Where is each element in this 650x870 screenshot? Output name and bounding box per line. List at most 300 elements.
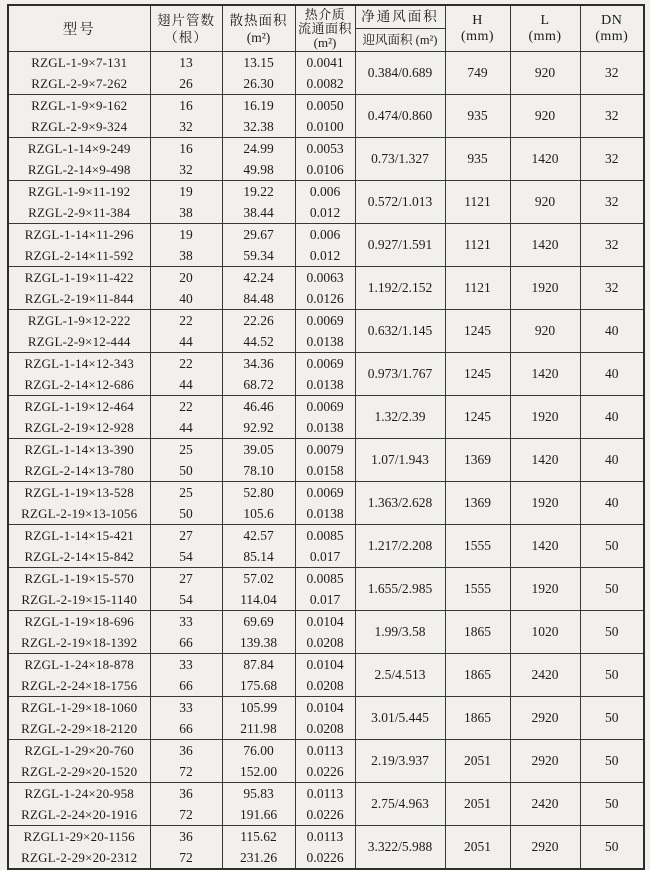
tube-count-1: 33 bbox=[179, 700, 193, 715]
model-name-1: RZGL-1-14×13-390 bbox=[24, 442, 134, 457]
header-medium-flow-unit: (m²) bbox=[313, 34, 337, 50]
l-cell: 1420 bbox=[510, 224, 580, 267]
table-row bbox=[8, 267, 644, 310]
flow-area-cell bbox=[295, 181, 355, 224]
heat-area-cell bbox=[222, 783, 295, 826]
heat-area-2: 231.26 bbox=[239, 850, 278, 865]
flow-area-2: 0.0082 bbox=[306, 76, 344, 91]
dn-cell: 32 bbox=[580, 138, 644, 181]
heat-area-cell bbox=[222, 482, 295, 525]
heat-area-1: 42.57 bbox=[243, 528, 274, 543]
heat-area-2: 114.04 bbox=[240, 592, 277, 607]
model-name-2: RZGL-2-29×20-2312 bbox=[21, 850, 138, 865]
model-cell bbox=[8, 95, 150, 138]
header-medium-flow-line2: 流通面积 bbox=[297, 20, 352, 36]
heat-area-2: 26.30 bbox=[243, 76, 274, 91]
heat-area-cell bbox=[222, 396, 295, 439]
header-fin-tube-count-line2: （根） bbox=[164, 29, 208, 45]
heat-area-1: 13.15 bbox=[243, 55, 274, 70]
heat-area-cell bbox=[222, 353, 295, 396]
l-cell: 2920 bbox=[510, 740, 580, 783]
heat-area-cell bbox=[222, 740, 295, 783]
header-l-symbol: L bbox=[540, 12, 550, 28]
flow-area-cell bbox=[295, 95, 355, 138]
flow-area-2: 0.0138 bbox=[306, 334, 344, 349]
flow-area-cell bbox=[295, 224, 355, 267]
tube-count-2: 32 bbox=[179, 162, 193, 177]
tube-count-cell bbox=[150, 267, 222, 310]
heat-area-cell bbox=[222, 95, 295, 138]
tube-count-cell bbox=[150, 525, 222, 568]
h-cell: 2051 bbox=[445, 826, 510, 870]
tube-count-1: 33 bbox=[179, 614, 193, 629]
table-row bbox=[8, 396, 644, 439]
flow-area-cell bbox=[295, 654, 355, 697]
heat-area-cell bbox=[222, 267, 295, 310]
model-cell bbox=[8, 224, 150, 267]
tube-count-1: 16 bbox=[179, 98, 193, 113]
dn-cell: 32 bbox=[580, 224, 644, 267]
l-cell: 1920 bbox=[510, 482, 580, 525]
flow-area-1: 0.0041 bbox=[306, 55, 344, 70]
header-model: 型号 bbox=[8, 5, 150, 52]
table-row bbox=[8, 181, 644, 224]
model-name-2: RZGL-2-9×9-324 bbox=[31, 119, 128, 134]
vent-area-cell: 2.5/4.513 bbox=[355, 654, 445, 697]
model-name-1: RZGL1-29×20-1156 bbox=[23, 829, 135, 844]
model-cell bbox=[8, 654, 150, 697]
header-heat-area bbox=[222, 5, 295, 52]
h-cell: 1245 bbox=[445, 396, 510, 439]
vent-area-cell: 1.99/3.58 bbox=[355, 611, 445, 654]
heat-area-cell bbox=[222, 52, 295, 95]
flow-area-2: 0.0138 bbox=[306, 506, 344, 521]
tube-count-2: 54 bbox=[179, 592, 193, 607]
dn-cell: 50 bbox=[580, 654, 644, 697]
vent-area-cell: 3.01/5.445 bbox=[355, 697, 445, 740]
model-name-2: RZGL-2-19×12-928 bbox=[24, 420, 134, 435]
heat-area-cell bbox=[222, 439, 295, 482]
heat-area-2: 44.52 bbox=[243, 334, 274, 349]
flow-area-1: 0.006 bbox=[309, 227, 341, 242]
heat-area-1: 24.99 bbox=[243, 141, 274, 156]
flow-area-cell bbox=[295, 396, 355, 439]
model-name-1: RZGL-1-9×9-162 bbox=[31, 98, 128, 113]
flow-area-2: 0.012 bbox=[309, 205, 341, 220]
model-cell bbox=[8, 353, 150, 396]
tube-count-2: 26 bbox=[179, 76, 193, 91]
h-cell: 1555 bbox=[445, 568, 510, 611]
dn-cell: 40 bbox=[580, 482, 644, 525]
flow-area-2: 0.0126 bbox=[306, 291, 344, 306]
dn-cell: 40 bbox=[580, 310, 644, 353]
model-cell bbox=[8, 826, 150, 870]
model-name-1: RZGL-1-29×20-760 bbox=[24, 743, 134, 758]
l-cell: 920 bbox=[510, 310, 580, 353]
header-fin-tube-count-line1: 翅片管数 bbox=[157, 12, 215, 28]
dn-cell: 50 bbox=[580, 611, 644, 654]
tube-count-1: 27 bbox=[179, 571, 193, 586]
tube-count-2: 38 bbox=[179, 248, 193, 263]
flow-area-2: 0.0158 bbox=[306, 463, 344, 478]
heat-area-1: 46.46 bbox=[243, 399, 274, 414]
h-cell: 1369 bbox=[445, 482, 510, 525]
h-cell: 749 bbox=[445, 52, 510, 95]
table-row bbox=[8, 138, 644, 181]
tube-count-cell bbox=[150, 654, 222, 697]
table-header bbox=[8, 5, 644, 52]
flow-area-2: 0.017 bbox=[309, 549, 341, 564]
model-name-2: RZGL-2-19×11-844 bbox=[24, 291, 134, 306]
tube-count-1: 36 bbox=[179, 786, 193, 801]
flow-area-1: 0.0113 bbox=[306, 829, 344, 844]
tube-count-1: 16 bbox=[179, 141, 193, 156]
header-vent-area bbox=[355, 5, 445, 52]
table-row bbox=[8, 568, 644, 611]
table-row bbox=[8, 654, 644, 697]
tube-count-1: 22 bbox=[179, 399, 193, 414]
tube-count-2: 50 bbox=[179, 506, 193, 521]
model-name-1: RZGL-1-19×15-570 bbox=[24, 571, 134, 586]
flow-area-1: 0.0113 bbox=[306, 786, 344, 801]
model-name-2: RZGL-2-24×18-1756 bbox=[21, 678, 138, 693]
tube-count-cell bbox=[150, 611, 222, 654]
header-fin-tube-count bbox=[150, 5, 222, 52]
tube-count-cell bbox=[150, 568, 222, 611]
header-heat-area-line1: 散热面积 bbox=[229, 12, 288, 28]
model-cell bbox=[8, 525, 150, 568]
heat-area-1: 69.69 bbox=[243, 614, 274, 629]
tube-count-2: 32 bbox=[179, 119, 193, 134]
heat-area-2: 92.92 bbox=[243, 420, 274, 435]
heat-area-1: 19.22 bbox=[243, 184, 274, 199]
tube-count-1: 36 bbox=[179, 743, 193, 758]
tube-count-2: 44 bbox=[179, 377, 193, 392]
tube-count-1: 22 bbox=[179, 356, 193, 371]
model-cell bbox=[8, 611, 150, 654]
flow-area-2: 0.0208 bbox=[306, 635, 344, 650]
heat-area-cell bbox=[222, 224, 295, 267]
h-cell: 935 bbox=[445, 138, 510, 181]
model-name-2: RZGL-2-9×11-384 bbox=[28, 205, 131, 220]
header-l-unit: (mm) bbox=[528, 28, 562, 44]
model-name-1: RZGL-1-19×13-528 bbox=[24, 485, 134, 500]
model-name-1: RZGL-1-9×12-222 bbox=[27, 313, 131, 328]
flow-area-cell bbox=[295, 568, 355, 611]
heat-area-2: 38.44 bbox=[243, 205, 274, 220]
heat-area-cell bbox=[222, 181, 295, 224]
vent-area-cell: 1.07/1.943 bbox=[355, 439, 445, 482]
table-row bbox=[8, 482, 644, 525]
model-name-1: RZGL-1-19×18-696 bbox=[24, 614, 134, 629]
model-name-2: RZGL-2-14×11-592 bbox=[24, 248, 134, 263]
header-medium-flow-area bbox=[295, 5, 355, 52]
flow-area-1: 0.0104 bbox=[306, 657, 344, 672]
flow-area-1: 0.0079 bbox=[306, 442, 344, 457]
header-h bbox=[445, 5, 510, 52]
tube-count-cell bbox=[150, 310, 222, 353]
heat-area-cell bbox=[222, 525, 295, 568]
heat-area-2: 68.72 bbox=[243, 377, 274, 392]
vent-area-cell: 1.217/2.208 bbox=[355, 525, 445, 568]
tube-count-cell bbox=[150, 181, 222, 224]
vent-area-cell: 0.973/1.767 bbox=[355, 353, 445, 396]
heat-area-1: 22.26 bbox=[243, 313, 274, 328]
dn-cell: 32 bbox=[580, 52, 644, 95]
model-name-2: RZGL-2-9×12-444 bbox=[27, 334, 131, 349]
heat-area-2: 85.14 bbox=[243, 549, 274, 564]
table-row bbox=[8, 353, 644, 396]
tube-count-cell bbox=[150, 439, 222, 482]
flow-area-cell bbox=[295, 267, 355, 310]
tube-count-1: 33 bbox=[179, 657, 193, 672]
h-cell: 1555 bbox=[445, 525, 510, 568]
model-name-1: RZGL-1-14×11-296 bbox=[24, 227, 134, 242]
model-cell bbox=[8, 783, 150, 826]
tube-count-2: 44 bbox=[179, 420, 193, 435]
flow-area-1: 0.0063 bbox=[306, 270, 344, 285]
flow-area-2: 0.0138 bbox=[306, 420, 344, 435]
flow-area-2: 0.0106 bbox=[306, 162, 344, 177]
flow-area-2: 0.0226 bbox=[306, 807, 344, 822]
vent-area-cell: 0.474/0.860 bbox=[355, 95, 445, 138]
dn-cell: 32 bbox=[580, 95, 644, 138]
model-cell bbox=[8, 568, 150, 611]
heat-area-1: 29.67 bbox=[243, 227, 274, 242]
tube-count-cell bbox=[150, 740, 222, 783]
model-name-2: RZGL-2-14×12-686 bbox=[24, 377, 134, 392]
heat-area-1: 16.19 bbox=[243, 98, 274, 113]
vent-area-cell: 2.75/4.963 bbox=[355, 783, 445, 826]
flow-area-cell bbox=[295, 783, 355, 826]
tube-count-2: 72 bbox=[179, 807, 193, 822]
tube-count-cell bbox=[150, 224, 222, 267]
vent-area-cell: 3.322/5.988 bbox=[355, 826, 445, 870]
tube-count-cell bbox=[150, 353, 222, 396]
heat-area-1: 34.36 bbox=[243, 356, 274, 371]
flow-area-1: 0.0104 bbox=[306, 614, 344, 629]
heat-area-2: 32.38 bbox=[243, 119, 274, 134]
tube-count-cell bbox=[150, 482, 222, 525]
header-heat-area-unit: (m²) bbox=[246, 29, 271, 45]
heat-area-2: 175.68 bbox=[239, 678, 278, 693]
tube-count-2: 38 bbox=[179, 205, 193, 220]
heat-area-cell bbox=[222, 568, 295, 611]
l-cell: 920 bbox=[510, 52, 580, 95]
heat-area-2: 59.34 bbox=[243, 248, 274, 263]
model-name-2: RZGL-2-29×18-2120 bbox=[21, 721, 138, 736]
l-cell: 920 bbox=[510, 181, 580, 224]
model-name-2: RZGL-2-29×20-1520 bbox=[21, 764, 138, 779]
heat-area-1: 87.84 bbox=[243, 657, 274, 672]
flow-area-cell bbox=[295, 310, 355, 353]
heat-area-2: 105.6 bbox=[243, 506, 274, 521]
header-dn-symbol: DN bbox=[601, 12, 623, 28]
model-name-1: RZGL-1-19×11-422 bbox=[24, 270, 134, 285]
heat-area-cell bbox=[222, 310, 295, 353]
tube-count-cell bbox=[150, 826, 222, 870]
dn-cell: 50 bbox=[580, 826, 644, 870]
l-cell: 1420 bbox=[510, 138, 580, 181]
table-row bbox=[8, 439, 644, 482]
model-name-2: RZGL-2-19×18-1392 bbox=[21, 635, 138, 650]
heat-area-2: 191.66 bbox=[239, 807, 278, 822]
model-name-1: RZGL-1-14×9-249 bbox=[27, 141, 131, 156]
model-name-2: RZGL-2-14×15-842 bbox=[24, 549, 134, 564]
flow-area-cell bbox=[295, 439, 355, 482]
model-cell bbox=[8, 697, 150, 740]
flow-area-cell bbox=[295, 740, 355, 783]
table-row bbox=[8, 52, 644, 95]
tube-count-cell bbox=[150, 697, 222, 740]
vent-area-cell: 1.363/2.628 bbox=[355, 482, 445, 525]
flow-area-2: 0.0138 bbox=[306, 377, 344, 392]
model-cell bbox=[8, 310, 150, 353]
header-net-vent-area: 净通风面积 bbox=[356, 6, 445, 29]
header-h-symbol: H bbox=[472, 12, 483, 28]
flow-area-cell bbox=[295, 52, 355, 95]
model-name-2: RZGL-2-19×15-1140 bbox=[21, 592, 138, 607]
flow-area-1: 0.0113 bbox=[306, 743, 344, 758]
vent-area-cell: 0.73/1.327 bbox=[355, 138, 445, 181]
heat-area-cell bbox=[222, 654, 295, 697]
flow-area-2: 0.017 bbox=[309, 592, 341, 607]
flow-area-cell bbox=[295, 353, 355, 396]
flow-area-1: 0.0069 bbox=[306, 313, 344, 328]
header-l bbox=[510, 5, 580, 52]
tube-count-cell bbox=[150, 138, 222, 181]
l-cell: 1920 bbox=[510, 267, 580, 310]
vent-area-cell: 1.192/2.152 bbox=[355, 267, 445, 310]
vent-area-cell: 1.32/2.39 bbox=[355, 396, 445, 439]
tube-count-2: 50 bbox=[179, 463, 193, 478]
dn-cell: 32 bbox=[580, 181, 644, 224]
flow-area-2: 0.0226 bbox=[306, 850, 344, 865]
h-cell: 2051 bbox=[445, 783, 510, 826]
h-cell: 1865 bbox=[445, 697, 510, 740]
vent-area-cell: 2.19/3.937 bbox=[355, 740, 445, 783]
tube-count-1: 36 bbox=[179, 829, 193, 844]
heat-area-1: 115.62 bbox=[240, 829, 277, 844]
flow-area-2: 0.0100 bbox=[306, 119, 344, 134]
tube-count-2: 40 bbox=[179, 291, 193, 306]
tube-count-2: 72 bbox=[179, 850, 193, 865]
heat-area-2: 49.98 bbox=[243, 162, 274, 177]
model-name-1: RZGL-1-14×12-343 bbox=[24, 356, 134, 371]
flow-area-1: 0.0104 bbox=[306, 700, 344, 715]
tube-count-1: 27 bbox=[179, 528, 193, 543]
flow-area-1: 0.0069 bbox=[306, 399, 344, 414]
model-cell bbox=[8, 181, 150, 224]
model-name-1: RZGL-1-9×11-192 bbox=[28, 184, 131, 199]
spec-table bbox=[7, 4, 645, 870]
model-name-2: RZGL-2-24×20-1916 bbox=[21, 807, 138, 822]
heat-area-cell bbox=[222, 611, 295, 654]
vent-area-cell: 0.572/1.013 bbox=[355, 181, 445, 224]
tube-count-cell bbox=[150, 52, 222, 95]
table-row bbox=[8, 826, 644, 870]
model-name-2: RZGL-2-19×13-1056 bbox=[21, 506, 138, 521]
header-dn bbox=[580, 5, 644, 52]
heat-area-2: 211.98 bbox=[240, 721, 277, 736]
h-cell: 2051 bbox=[445, 740, 510, 783]
dn-cell: 40 bbox=[580, 439, 644, 482]
heat-area-1: 39.05 bbox=[243, 442, 274, 457]
heat-area-cell bbox=[222, 697, 295, 740]
flow-area-1: 0.0069 bbox=[306, 356, 344, 371]
vent-area-cell: 1.655/2.985 bbox=[355, 568, 445, 611]
tube-count-1: 25 bbox=[179, 442, 193, 457]
model-name-1: RZGL-1-19×12-464 bbox=[24, 399, 134, 414]
vent-area-cell: 0.927/1.591 bbox=[355, 224, 445, 267]
flow-area-2: 0.012 bbox=[309, 248, 341, 263]
l-cell: 1020 bbox=[510, 611, 580, 654]
flow-area-2: 0.0208 bbox=[306, 721, 344, 736]
model-name-1: RZGL-1-29×18-1060 bbox=[21, 700, 138, 715]
table-row bbox=[8, 697, 644, 740]
tube-count-cell bbox=[150, 396, 222, 439]
flow-area-cell bbox=[295, 482, 355, 525]
heat-area-1: 57.02 bbox=[243, 571, 274, 586]
model-name-1: RZGL-1-14×15-421 bbox=[24, 528, 134, 543]
heat-area-2: 84.48 bbox=[243, 291, 274, 306]
table-body bbox=[8, 52, 644, 870]
l-cell: 1420 bbox=[510, 353, 580, 396]
h-cell: 1865 bbox=[445, 654, 510, 697]
h-cell: 935 bbox=[445, 95, 510, 138]
vent-area-cell: 0.384/0.689 bbox=[355, 52, 445, 95]
heat-area-1: 95.83 bbox=[243, 786, 274, 801]
tube-count-1: 19 bbox=[179, 227, 193, 242]
heat-area-cell bbox=[222, 826, 295, 870]
model-name-2: RZGL-2-14×9-498 bbox=[27, 162, 131, 177]
tube-count-1: 20 bbox=[179, 270, 193, 285]
vent-area-cell: 0.632/1.145 bbox=[355, 310, 445, 353]
heat-area-1: 76.00 bbox=[243, 743, 274, 758]
header-windward-area: 迎风面积 (m²) bbox=[362, 33, 438, 47]
model-name-1: RZGL-1-9×7-131 bbox=[31, 55, 128, 70]
flow-area-1: 0.0053 bbox=[306, 141, 344, 156]
flow-area-cell bbox=[295, 611, 355, 654]
header-medium-flow-line1: 热介质 bbox=[304, 6, 346, 22]
model-cell bbox=[8, 138, 150, 181]
table-row bbox=[8, 611, 644, 654]
l-cell: 1920 bbox=[510, 568, 580, 611]
tube-count-1: 13 bbox=[179, 55, 193, 70]
tube-count-2: 66 bbox=[179, 635, 193, 650]
model-cell bbox=[8, 396, 150, 439]
tube-count-2: 66 bbox=[179, 678, 193, 693]
l-cell: 2920 bbox=[510, 826, 580, 870]
l-cell: 2420 bbox=[510, 654, 580, 697]
model-cell bbox=[8, 482, 150, 525]
tube-count-1: 25 bbox=[179, 485, 193, 500]
tube-count-2: 66 bbox=[179, 721, 193, 736]
header-dn-unit: (mm) bbox=[595, 28, 629, 44]
header-row bbox=[8, 5, 644, 52]
h-cell: 1121 bbox=[445, 224, 510, 267]
heat-area-cell bbox=[222, 138, 295, 181]
tube-count-2: 72 bbox=[179, 764, 193, 779]
l-cell: 1420 bbox=[510, 525, 580, 568]
dn-cell: 50 bbox=[580, 525, 644, 568]
flow-area-1: 0.0085 bbox=[306, 528, 344, 543]
h-cell: 1121 bbox=[445, 267, 510, 310]
model-name-2: RZGL-2-14×13-780 bbox=[24, 463, 134, 478]
flow-area-cell bbox=[295, 525, 355, 568]
flow-area-1: 0.0069 bbox=[306, 485, 344, 500]
model-cell bbox=[8, 52, 150, 95]
